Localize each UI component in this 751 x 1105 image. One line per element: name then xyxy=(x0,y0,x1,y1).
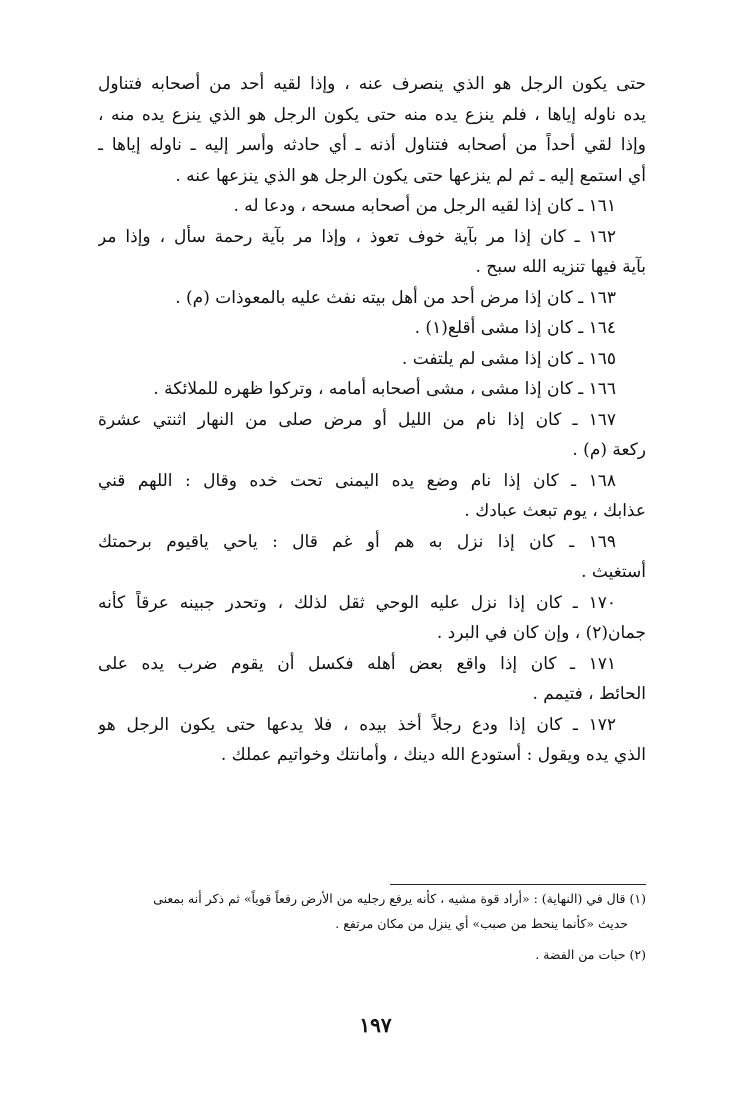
hadith-161: ١٦١ ـ كان إذا لقيه الرجل من أصحابه مسحه ، ودعا له . xyxy=(233,196,616,216)
footnote-divider xyxy=(390,884,646,885)
text-line: أي استمع إليه ـ ثم لم ينزعها حتى يكون الرجل هو الذي ينزعها عنه . xyxy=(175,165,646,186)
footnote-1: (١) قال في (النهاية) : «أراد قوة مشيه ، كأنه يرفع رجليه من الأرض رفعاً قوياً» ثم ذكر أنه بمعنى xyxy=(153,891,646,906)
hadith-164: ١٦٤ ـ كان إذا مشى أقلع(١) . xyxy=(414,318,616,338)
text-line: جمان(٢) ، وإن كان في البرد . xyxy=(436,623,646,643)
hadith-166: ١٦٦ ـ كان إذا مشى ، مشى أصحابه أمامه ، وتركوا ظهره للملائكة . xyxy=(153,379,616,399)
text-line: ركعة (م) . xyxy=(572,440,646,460)
footnote-1-continued: حديث «كأنما ينحط من صبب» أي ينزل من مكان مرتفع . xyxy=(335,916,628,931)
hadith-165: ١٦٥ ـ كان إذا مشى لم يلتفت . xyxy=(401,348,616,369)
hadith-169: ١٦٩ ـ كان إذا نزل به هم أو غم قال : ياحي ياقيوم برحمتك xyxy=(98,531,616,552)
text-line: وإذا لقي أحداً من أصحابه فتناول أذنه ـ أي حادثه وأسر إليه ـ ناوله إياها ـ xyxy=(98,135,646,155)
footnotes xyxy=(98,888,646,969)
page-number: ١٩٧ xyxy=(359,1013,392,1037)
main-text xyxy=(98,72,646,774)
hadith-167: ١٦٧ ـ كان إذا نام من الليل أو مرض صلى من النهار اثنتي عشرة xyxy=(98,409,616,430)
hadith-171: ١٧١ ـ كان إذا واقع بعض أهله فكسل أن يقوم ضرب يده على xyxy=(98,653,616,674)
text-line: الحائط ، فتيمم . xyxy=(532,684,646,704)
text-line: حتى يكون الرجل هو الذي ينصرف عنه ، وإذا لقيه أحد من أصحابه فتناول xyxy=(98,74,646,94)
text-line: عذابك ، يوم تبعث عبادك . xyxy=(464,501,646,521)
text-line: أستغيث . xyxy=(581,562,646,582)
text-line: بآية فيها تنزيه الله سبح . xyxy=(475,257,646,277)
hadith-170: ١٧٠ ـ كان إذا نزل عليه الوحي ثقل لذلك ، وتحدر جبينه عرقاً كأنه xyxy=(98,592,616,613)
hadith-172: ١٧٢ ـ كان إذا ودع رجلاً أخذ بيده ، فلا يدعها حتى يكون الرجل هو xyxy=(98,714,616,735)
text-line: يده ناوله إياها ، فلم ينزع يده منه حتى يكون الرجل هو الذي ينزع يده منه ، xyxy=(98,104,646,125)
hadith-163: ١٦٣ ـ كان إذا مرض أحد من أهل بيته نفث عليه بالمعوذات (م) . xyxy=(175,287,616,308)
hadith-162: ١٦٢ ـ كان إذا مر بآية خوف تعوذ ، وإذا مر بآية رحمة سأل ، وإذا مر xyxy=(98,226,616,247)
text-line: الذي يده ويقول : أستودع الله دينك ، وأمانتك وخواتيم عملك . xyxy=(220,745,646,765)
footnote-2: (٢) حبات من الفضة . xyxy=(535,947,646,962)
hadith-168: ١٦٨ ـ كان إذا نام وضع يده اليمنى تحت خده وقال : اللهم قني xyxy=(98,470,616,491)
